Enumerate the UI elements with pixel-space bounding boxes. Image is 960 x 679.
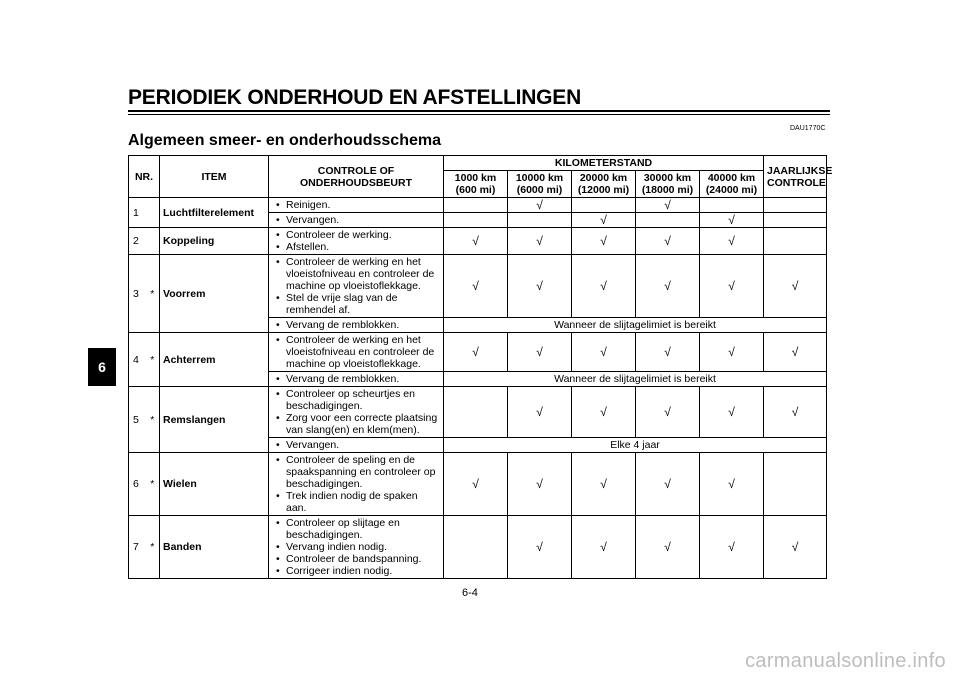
control-item: • Controleer de werking en het vloeistofniveau en controleer de machine op vloeistoflekkage.	[286, 256, 440, 292]
check-mark: √	[444, 333, 508, 372]
section-title: Algemeen smeer- en onderhoudsschema	[128, 132, 441, 149]
check-mark: √	[636, 333, 700, 372]
check-mark: √	[700, 453, 764, 516]
chapter-tab: 6	[88, 348, 116, 386]
row-item: Koppeling	[160, 228, 269, 255]
title-rule	[128, 110, 830, 112]
title-rule-thin	[128, 114, 830, 115]
check-mark: √	[700, 333, 764, 372]
empty-cell	[764, 198, 827, 213]
row-controls	[269, 228, 444, 255]
check-mark: √	[508, 516, 572, 579]
empty-cell	[700, 198, 764, 213]
check-mark: √	[572, 453, 636, 516]
page-number: 6-4	[462, 587, 478, 599]
check-mark: √	[764, 516, 827, 579]
watermark: carmanualsonline.info	[745, 650, 946, 672]
check-mark: √	[700, 228, 764, 255]
header-mi-value: (600 mi)	[455, 184, 496, 196]
check-mark: √	[508, 453, 572, 516]
maintenance-schedule-table	[128, 155, 833, 579]
control-item: • Controleer de werking en het vloeistofniveau en controleer de machine op vloeistoflekkage.	[286, 334, 440, 370]
empty-cell	[444, 516, 508, 579]
table-row	[129, 228, 827, 255]
header-km-0	[444, 171, 508, 198]
row-star: *	[146, 516, 160, 579]
check-mark: √	[572, 387, 636, 438]
control-item: • Reinigen.	[286, 199, 440, 211]
empty-cell	[636, 213, 700, 228]
row-item: Luchtfilterelement	[160, 198, 269, 228]
control-item: • Stel de vrije slag van de remhendel af.	[286, 292, 440, 316]
control-item: • Controleer de werking.	[286, 229, 440, 241]
check-mark: √	[508, 387, 572, 438]
header-km-value: 20000 km	[579, 172, 628, 184]
header-km-1	[508, 171, 572, 198]
control-item: • Vervang de remblokken.	[286, 373, 440, 385]
row-number: 6	[129, 453, 146, 516]
control-item: • Vervang indien nodig.	[286, 541, 440, 553]
row-star	[146, 228, 160, 255]
table-row	[129, 387, 827, 438]
header-item: ITEM	[160, 156, 269, 198]
header-annual: JAARLIJKSE CONTROLE	[764, 156, 827, 198]
control-item: • Controleer op scheurtjes en beschadigingen.	[286, 388, 440, 412]
control-item: • Vervangen.	[286, 214, 440, 226]
control-item: • Trek indien nodig de spaken aan.	[286, 490, 440, 514]
table-row	[129, 333, 827, 372]
row-item: Wielen	[160, 453, 269, 516]
check-mark: √	[700, 516, 764, 579]
row-star: *	[146, 255, 160, 333]
check-mark: √	[508, 333, 572, 372]
control-item: • Afstellen.	[286, 241, 440, 253]
check-mark: √	[764, 333, 827, 372]
check-mark: √	[636, 516, 700, 579]
empty-cell	[572, 198, 636, 213]
doc-code: DAU1770C	[790, 125, 826, 132]
row-controls	[269, 333, 444, 372]
check-mark: √	[572, 213, 636, 228]
row-controls	[269, 198, 444, 213]
check-mark: √	[572, 255, 636, 318]
empty-cell	[444, 213, 508, 228]
check-mark: √	[636, 198, 700, 213]
row-star: *	[146, 333, 160, 387]
row-controls	[269, 516, 444, 579]
empty-cell	[444, 198, 508, 213]
interval-note: Wanneer de slijtagelimiet is bereikt	[444, 318, 827, 333]
header-nr: NR.	[129, 156, 160, 198]
check-mark: √	[636, 255, 700, 318]
check-mark: √	[700, 387, 764, 438]
header-control: CONTROLE OF ONDERHOUDSBEURT	[269, 156, 444, 198]
control-item: • Controleer op slijtage en beschadigingen.	[286, 517, 440, 541]
row-star	[146, 198, 160, 228]
check-mark: √	[444, 228, 508, 255]
row-controls	[269, 318, 444, 333]
check-mark: √	[444, 255, 508, 318]
check-mark: √	[572, 333, 636, 372]
header-km-3	[636, 171, 700, 198]
check-mark: √	[764, 255, 827, 318]
header-mi-value: (12000 mi)	[577, 184, 630, 196]
table-row	[129, 453, 827, 516]
header-km-value: 10000 km	[515, 172, 564, 184]
row-number: 7	[129, 516, 146, 579]
check-mark: √	[572, 516, 636, 579]
row-item: Achterrem	[160, 333, 269, 387]
row-controls	[269, 372, 444, 387]
row-number: 1	[129, 198, 146, 228]
row-item: Banden	[160, 516, 269, 579]
check-mark: √	[444, 453, 508, 516]
row-star: *	[146, 453, 160, 516]
empty-cell	[508, 213, 572, 228]
check-mark: √	[508, 255, 572, 318]
empty-cell	[764, 213, 827, 228]
row-controls	[269, 453, 444, 516]
check-mark: √	[636, 387, 700, 438]
empty-cell	[764, 453, 827, 516]
header-km-value: 40000 km	[707, 172, 756, 184]
header-km-value: 1000 km	[454, 172, 497, 184]
table-row	[129, 516, 827, 579]
control-item: • Controleer de speling en de spaakspanning en controleer op beschadigingen.	[286, 454, 440, 490]
header-km-4	[700, 171, 764, 198]
header-odometer: KILOMETERSTAND	[444, 156, 764, 171]
check-mark: √	[764, 387, 827, 438]
empty-cell	[764, 228, 827, 255]
row-controls	[269, 387, 444, 438]
control-item: • Vervang de remblokken.	[286, 319, 440, 331]
table-row	[129, 198, 827, 213]
row-number: 5	[129, 387, 146, 453]
row-controls	[269, 438, 444, 453]
row-item: Remslangen	[160, 387, 269, 453]
row-number: 3	[129, 255, 146, 333]
check-mark: √	[700, 213, 764, 228]
control-item: • Corrigeer indien nodig.	[286, 565, 440, 577]
row-number: 2	[129, 228, 146, 255]
control-item: • Zorg voor een correcte plaatsing van slang(en) en klem(men).	[286, 412, 440, 436]
check-mark: √	[700, 255, 764, 318]
control-item: • Vervangen.	[286, 439, 440, 451]
header-mi-value: (18000 mi)	[641, 184, 694, 196]
page-title: PERIODIEK ONDERHOUD EN AFSTELLINGEN	[128, 86, 582, 109]
row-number: 4	[129, 333, 146, 387]
check-mark: √	[508, 198, 572, 213]
row-controls	[269, 255, 444, 318]
header-km-2	[572, 171, 636, 198]
control-item: • Controleer de bandspanning.	[286, 553, 440, 565]
row-controls	[269, 213, 444, 228]
interval-note: Elke 4 jaar	[444, 438, 827, 453]
row-star: *	[146, 387, 160, 453]
check-mark: √	[636, 453, 700, 516]
check-mark: √	[508, 228, 572, 255]
table-row	[129, 255, 827, 318]
header-km-value: 30000 km	[643, 172, 692, 184]
empty-cell	[444, 387, 508, 438]
check-mark: √	[572, 228, 636, 255]
row-item: Voorrem	[160, 255, 269, 333]
check-mark: √	[636, 228, 700, 255]
interval-note: Wanneer de slijtagelimiet is bereikt	[444, 372, 827, 387]
header-mi-value: (24000 mi)	[705, 184, 758, 196]
header-mi-value: (6000 mi)	[516, 184, 563, 196]
